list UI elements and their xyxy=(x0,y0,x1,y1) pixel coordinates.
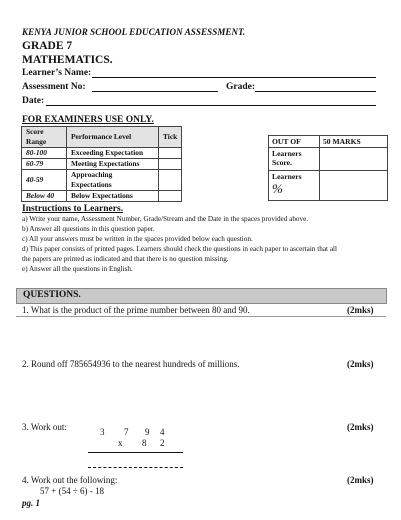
q3-digit: 8 xyxy=(142,438,147,448)
learners-score-field[interactable] xyxy=(320,148,388,171)
score-range-cell: 80-100 xyxy=(22,148,67,159)
performance-level-cell: Below Expectations xyxy=(67,191,159,202)
q3-answer-line xyxy=(88,452,183,453)
instruction-item: b) Answer all questions in this question paper. xyxy=(22,225,155,233)
q3-digit: 7 xyxy=(124,427,129,437)
q3-digit: 9 xyxy=(145,427,150,437)
instructions-title: Instructions to Learners. xyxy=(22,204,124,214)
q3-digit: 2 xyxy=(160,438,165,448)
tick-cell[interactable] xyxy=(159,148,182,159)
performance-level-cell: Meeting Expectations xyxy=(67,159,159,170)
score-range-cell: 40-59 xyxy=(22,170,67,191)
date-label: Date: xyxy=(22,96,45,106)
instruction-item: e) Answer all the questions in English. xyxy=(22,265,133,273)
performance-table xyxy=(21,126,182,202)
page-number: pg. 1 xyxy=(22,498,40,508)
instruction-item: c) All your answers must be written in the spaces provided below each question. xyxy=(22,235,253,243)
question-4-marks: (2mks) xyxy=(347,475,374,485)
question-4-text: 4. Work out the following: xyxy=(22,475,118,485)
divider xyxy=(16,316,386,317)
instruction-item: the papers are printed as indicated and that there is no question missing. xyxy=(22,255,229,263)
header-tick: Tick xyxy=(159,127,182,148)
grade-heading: GRADE 7 xyxy=(22,40,73,52)
total-marks-label: 50 MARKS xyxy=(320,136,388,148)
question-2-text: 2. Round off 785654936 to the nearest hundreds of millions. xyxy=(22,359,240,369)
grade-field[interactable] xyxy=(255,91,376,92)
learners-percent-field[interactable] xyxy=(320,171,388,201)
header-score-range: Score Range xyxy=(22,127,67,148)
table-row xyxy=(22,170,182,191)
out-of-label: OUT OF xyxy=(269,136,320,148)
instruction-item: a) Write your name, Assessment Number, Grade/Stream and the Date in the spaces provided above. xyxy=(22,215,309,223)
learners-percent-cell xyxy=(269,171,320,201)
score-range-cell: Below 40 xyxy=(22,191,67,202)
learners-score-label: Learners Score. xyxy=(269,148,320,171)
tick-cell[interactable] xyxy=(159,159,182,170)
score-box xyxy=(268,135,388,201)
examiners-title: FOR EXAMINERS USE ONLY. xyxy=(22,115,154,125)
questions-header-bar xyxy=(16,288,387,304)
table-row xyxy=(22,148,182,159)
assessment-no-field[interactable] xyxy=(92,91,218,92)
learners-percent-label: Learners xyxy=(272,172,302,181)
assessment-no-label: Assessment No: xyxy=(22,82,86,92)
question-3-text: 3. Work out: xyxy=(22,422,67,432)
question-2-marks: (2mks) xyxy=(347,359,374,369)
subject-heading: MATHEMATICS. xyxy=(22,54,113,66)
date-field[interactable] xyxy=(46,105,376,106)
tick-cell[interactable] xyxy=(159,170,182,191)
grade-label: Grade: xyxy=(226,82,256,92)
question-1-text: 1. What is the product of the prime number between 80 and 90. xyxy=(22,305,250,315)
header-performance-level: Performance Level xyxy=(67,127,159,148)
score-range-cell: 60-79 xyxy=(22,159,67,170)
assessment-title: KENYA JUNIOR SCHOOL EDUCATION ASSESSMENT. xyxy=(22,27,246,37)
q3-digit: 3 xyxy=(100,427,105,437)
q3-digit: 4 xyxy=(160,427,165,437)
q3-multiply-sign: x xyxy=(118,438,123,448)
learner-name-label: Learner’s Name: xyxy=(22,68,92,78)
question-1-marks: (2mks) xyxy=(347,305,374,315)
questions-title: QUESTIONS. xyxy=(23,290,81,300)
table-row xyxy=(22,159,182,170)
tick-cell[interactable] xyxy=(159,191,182,202)
performance-level-cell: Exceeding Expectation xyxy=(67,148,159,159)
performance-level-cell: Approaching Expectations xyxy=(67,170,159,191)
learner-name-field[interactable] xyxy=(92,77,376,78)
table-row xyxy=(22,191,182,202)
instruction-item: d) This paper consists of printed pages. Learners should check the questions in each paper to ascertain that all xyxy=(22,245,338,253)
q3-result-line xyxy=(88,467,183,468)
table-header-row xyxy=(22,127,182,148)
percent-symbol: % xyxy=(272,181,283,196)
question-3-marks: (2mks) xyxy=(347,422,374,432)
question-4-expression: 57 + (54 ÷ 6) - 18 xyxy=(40,486,105,496)
